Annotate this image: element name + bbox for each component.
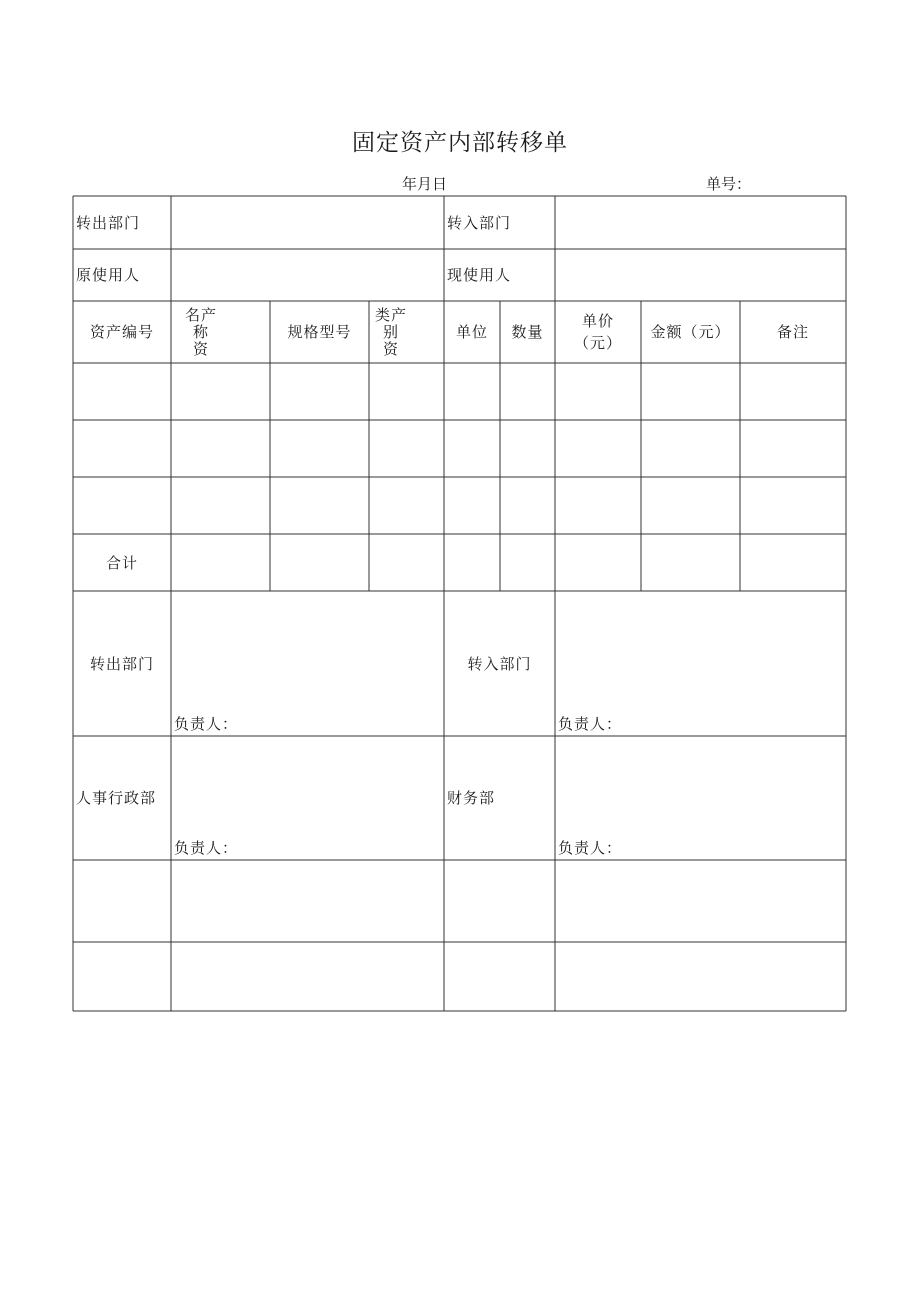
col-remarks: 备注	[776, 323, 809, 341]
col-unit-price-line2: （元）	[573, 334, 622, 352]
col-asset-name-line3: 资	[192, 339, 209, 358]
col-asset-name	[171, 301, 231, 363]
in-dept-label: 转入部门	[447, 213, 512, 232]
cur-user-label: 现使用人	[447, 266, 512, 284]
form-number-label: 单号：	[706, 175, 752, 193]
out-dept-field[interactable]	[171, 196, 444, 249]
cur-user-field[interactable]	[555, 249, 846, 301]
in-dept-field[interactable]	[555, 196, 846, 249]
orig-user-field[interactable]	[171, 249, 444, 301]
col-asset-name-line2: 称	[192, 322, 209, 341]
out-dept-responsible-label: 负责人：	[174, 715, 239, 733]
finance-responsible-label: 负责人：	[558, 839, 623, 857]
approval-out-dept-label: 转出部门	[89, 654, 154, 673]
col-unit: 单位	[455, 323, 488, 341]
col-spec-model: 规格型号	[287, 323, 352, 341]
col-asset-name-line1: 名产	[184, 305, 217, 324]
col-asset-category	[369, 301, 413, 363]
out-dept-label: 转出部门	[76, 213, 141, 232]
date-field-label: 年月日	[402, 175, 448, 193]
approval-finance-label: 财务部	[447, 789, 496, 807]
approval-in-dept-label: 转入部门	[467, 654, 532, 673]
in-dept-responsible-label: 负责人：	[558, 715, 623, 733]
col-unit-price	[555, 301, 641, 363]
approval-hr-admin-label: 人事行政部	[76, 789, 157, 807]
orig-user-label: 原使用人	[76, 266, 141, 284]
col-amount: 金额（元）	[650, 323, 731, 341]
col-asset-category-line1: 类产	[374, 305, 407, 324]
hr-admin-responsible-label: 负责人：	[174, 839, 239, 857]
page-title: 固定资产内部转移单	[352, 130, 568, 156]
col-asset-no: 资产编号	[89, 323, 154, 341]
col-asset-category-line2: 别	[382, 322, 399, 341]
col-unit-price-line1: 单价	[581, 312, 614, 330]
col-asset-category-line3: 资	[382, 339, 399, 358]
total-label: 合计	[105, 553, 138, 572]
col-quantity: 数量	[511, 323, 544, 341]
